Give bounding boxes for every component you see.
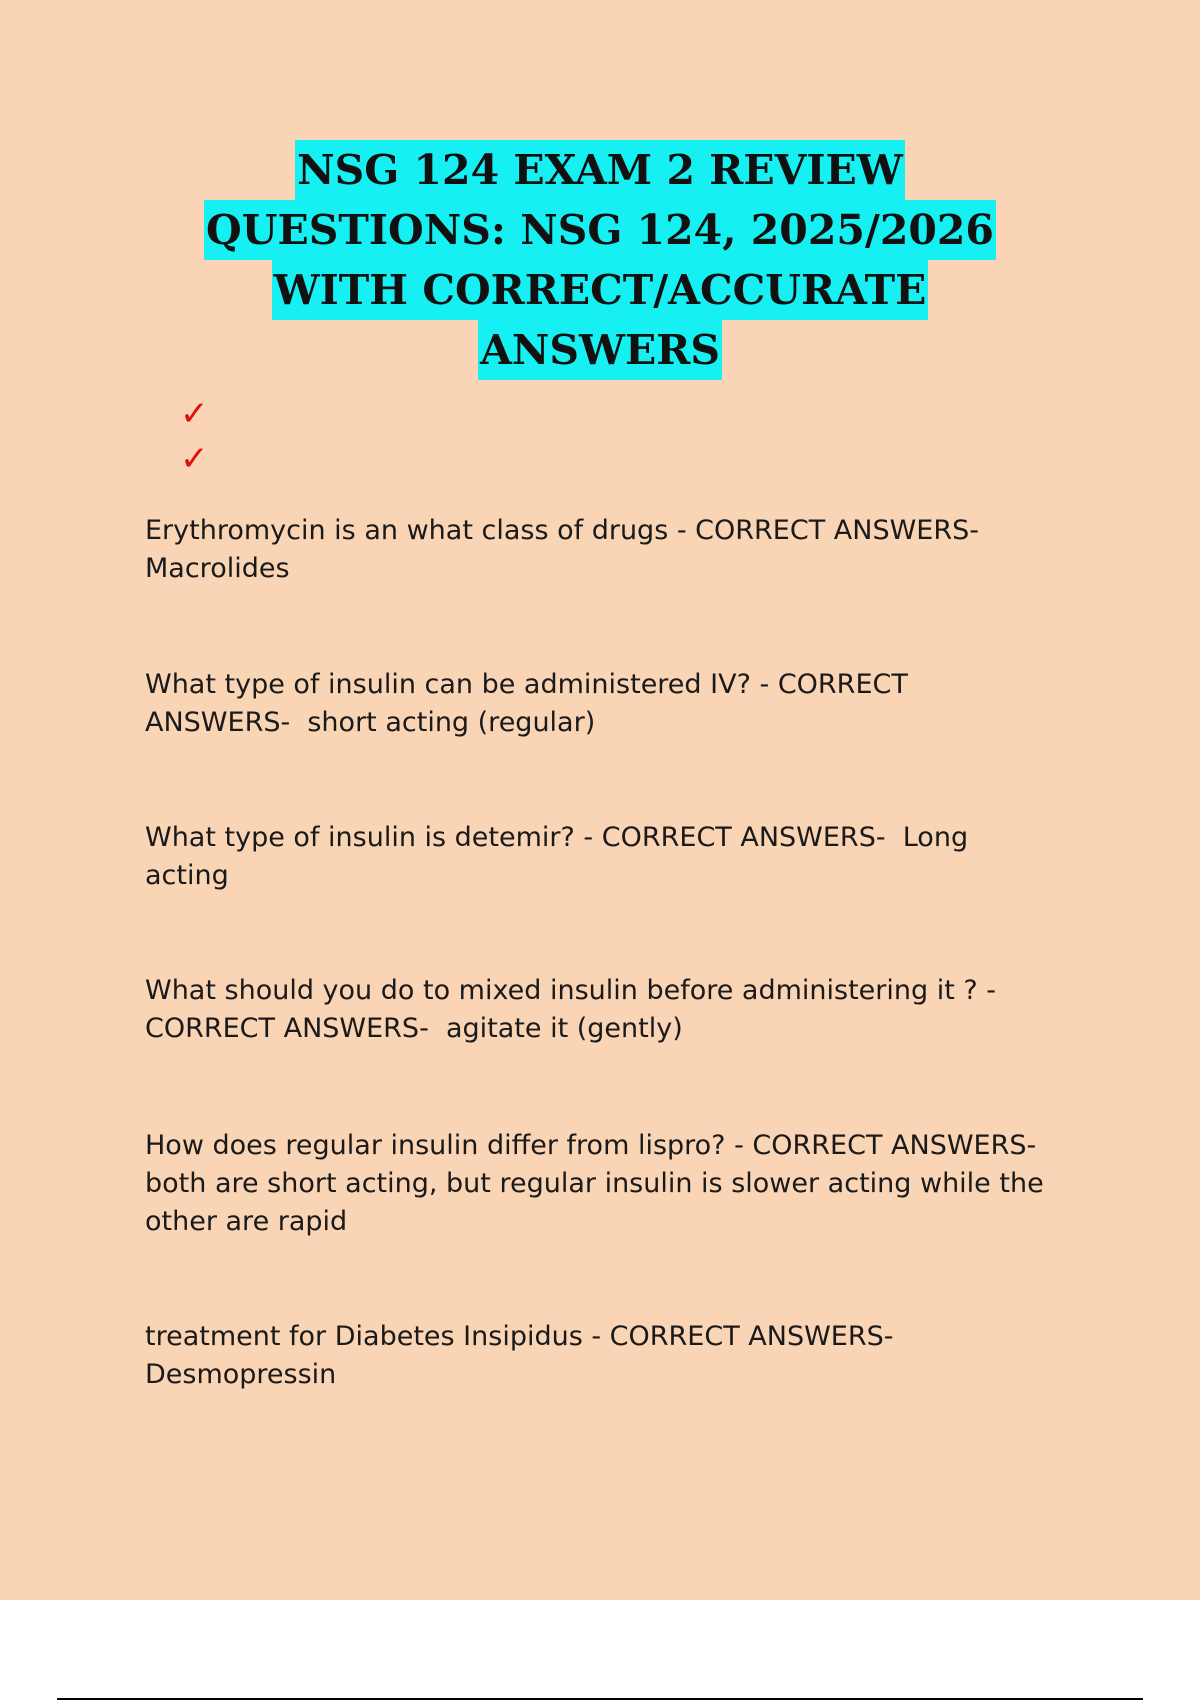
title-line: QUESTIONS: NSG 124, 2025/2026 xyxy=(204,200,996,260)
question-answer: Erythromycin is an what class of drugs - CORRECT ANSWERS- Macrolides xyxy=(145,515,979,584)
question-answer: treatment for Diabetes Insipidus - CORRECT ANSWERS- Desmopressin xyxy=(145,1321,894,1390)
title-line: WITH CORRECT/ACCURATE xyxy=(272,260,929,320)
question-answer: What type of insulin is detemir? - CORRECT ANSWERS- Long acting xyxy=(145,822,969,891)
question-answer: What should you do to mixed insulin before administering it ? - CORRECT ANSWERS- agitate it (gently) xyxy=(145,975,997,1044)
question-answer: What type of insulin can be administered IV? - CORRECT ANSWERS- short acting (regular) xyxy=(145,669,908,738)
check-marks xyxy=(180,392,209,482)
checkmark-icon: ✓ xyxy=(180,394,209,434)
title-line: ANSWERS xyxy=(478,320,722,380)
document-title xyxy=(100,140,1100,380)
title-line: NSG 124 EXAM 2 REVIEW xyxy=(295,140,905,200)
question-answer: How does regular insulin differ from lispro? - CORRECT ANSWERS- both are short acting, but regular insulin is slower acting while the other are rapid xyxy=(145,1130,1044,1237)
checkmark-icon: ✓ xyxy=(180,439,209,479)
